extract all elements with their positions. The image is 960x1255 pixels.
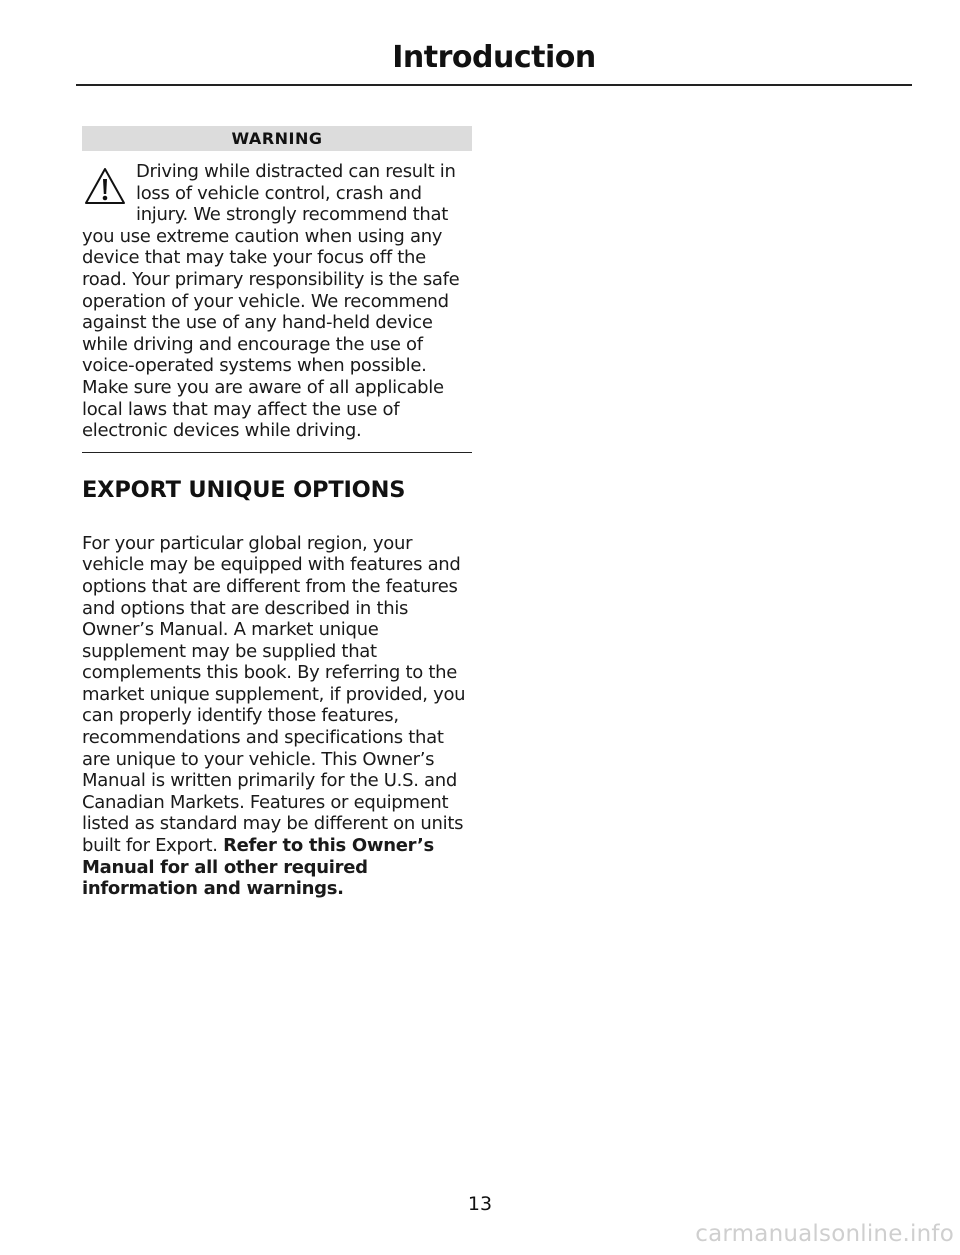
watermark: carmanualsonline.info bbox=[695, 1221, 954, 1247]
paragraph-bold-text: Refer to this Owner’s Manual for all other required information and warnings. bbox=[82, 835, 434, 900]
warning-triangle-icon bbox=[82, 165, 128, 209]
warning-label: WARNING bbox=[82, 126, 472, 151]
paragraph-text: For your particular global region, your vehicle may be equipped with features and options that are different from the features and options that are described in this Owner’s Manual. A market unique supplement may be supplied that complements this book. By referring to the market unique supplement, if provided, you can properly identify those features, recommendations and specifications that are unique to your vehicle. This Owner’s Manual is written primarily for the U.S. and Canadian Markets. Features or equipment listed as standard may be different on units built for Export. bbox=[82, 532, 466, 857]
page-title: Introduction bbox=[392, 40, 596, 75]
warning-box bbox=[82, 126, 472, 453]
page-number: 13 bbox=[467, 1193, 493, 1215]
warning-text: Driving while distracted can result in loss of vehicle control, crash and injury. We strongly recommend that you use extreme caution when using any device that may take your focus off the road. Your primary responsibility is the safe operation of your vehicle. We recommend against the use of any hand-held device while driving and encourage the use of voice-operated systems when possible. Make sure you are aware of all applicable local laws that may affect the use of electronic devices while driving. bbox=[82, 161, 460, 442]
warning-body bbox=[82, 161, 472, 442]
warning-divider bbox=[82, 452, 472, 453]
section-heading: EXPORT UNIQUE OPTIONS bbox=[82, 476, 406, 503]
section-paragraph bbox=[82, 533, 472, 900]
left-column bbox=[82, 126, 472, 900]
page-header bbox=[76, 36, 912, 86]
